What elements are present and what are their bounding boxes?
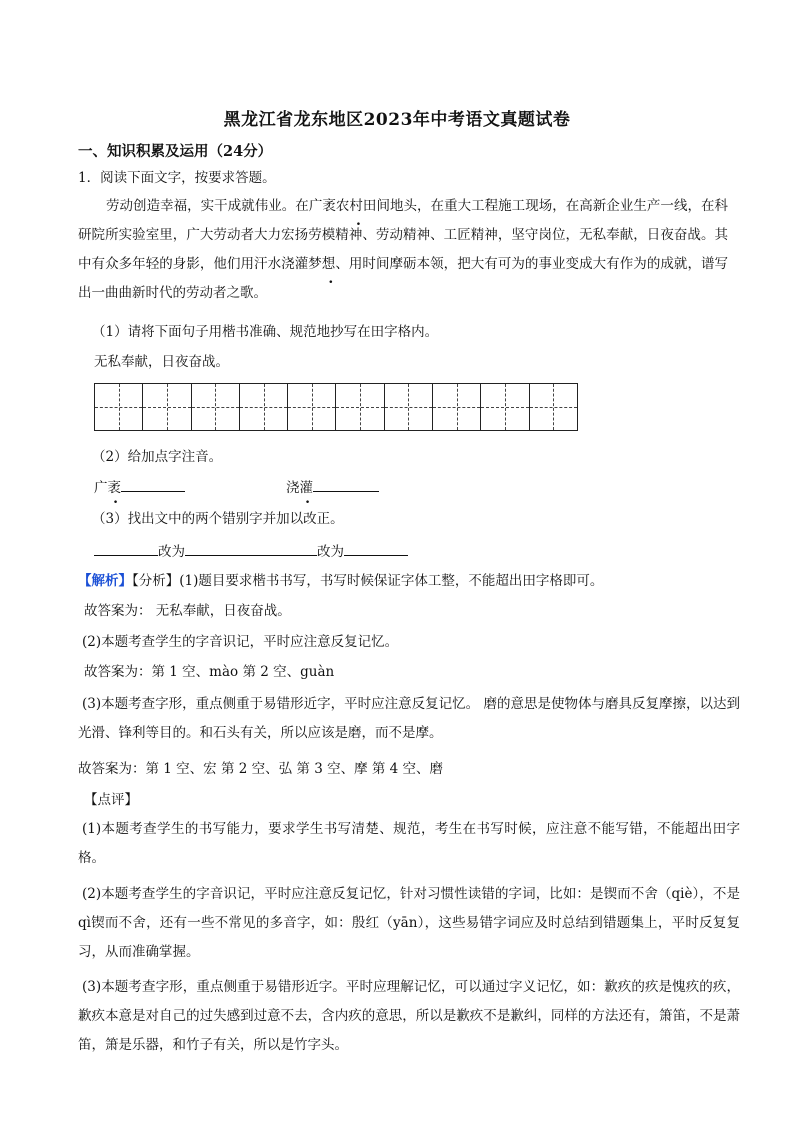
passage-text: 农村田间地头，在重大工程施工现场，在高新企业生产一线，	[335, 198, 701, 214]
grid-cell[interactable]	[95, 384, 143, 430]
copy-sentence: 无私奉献，日夜奋战。	[94, 354, 229, 370]
document-title: 黑龙江省龙东地区2023年中考语文真题试卷	[223, 110, 571, 130]
passage-text: 在科研院所实验室里，广大劳动者大力宏扬劳模精神、劳动精神、工匠精神，坚守岗位，无私奉献，日夜	[78, 198, 729, 243]
analysis-2: (2)本题考查学生的字音识记，平时应注意反复记忆。	[82, 634, 399, 650]
item-text: 浇	[286, 480, 300, 496]
grid-cell[interactable]	[143, 384, 191, 430]
sub-question-3: （3）找出文中的两个错别字并加以改正。	[92, 511, 344, 527]
sub-question-2: （2）给加点字注音。	[92, 449, 223, 465]
answer-blank[interactable]	[94, 540, 158, 556]
analysis-tag: 【解析】	[78, 573, 132, 589]
dotted-char: 灌 .	[295, 256, 309, 272]
passage-text: 劳动创造幸福，实干成就伟业。在广	[106, 198, 323, 214]
passage-text: 的成就，谱写出一曲曲新时代的劳动者之歌。	[78, 256, 729, 301]
dotted-char: 袤 .	[322, 198, 336, 214]
section-heading: 一、知识积累及运用（24分）	[78, 143, 273, 160]
grid-cell[interactable]	[240, 384, 288, 430]
comment-tag: 【点评】	[84, 792, 138, 808]
grid-cell[interactable]	[288, 384, 336, 430]
change-label: 改为	[317, 544, 344, 560]
answer-blank[interactable]	[313, 476, 379, 492]
item-text: 广	[94, 480, 108, 496]
sub-question-1: （1）请将下面句子用楷书准确、规范地抄写在田字格内。	[92, 324, 439, 340]
pinyin-item-1	[94, 476, 185, 498]
dotted-char: 灌	[299, 480, 313, 496]
answer-1: 故答案为： 无私奉献，日夜奋战。	[84, 603, 291, 619]
grid-cell[interactable]	[481, 384, 529, 430]
passage	[78, 192, 728, 308]
passage-text: 奋战。其中有众多年轻的身影，他们用汗水浇	[78, 227, 729, 272]
answer-blank[interactable]	[344, 540, 408, 556]
analysis-3: (3)本题考查字形，重点侧重于易错形近字，平时应注意反复记忆。 磨的意思是使物体与磨具反复摩擦，以达到光滑、锋利等目的。和石头有关，所以应该是磨，而不是摩。	[78, 696, 740, 741]
comment-3: (3)本题考查字形，重点侧重于易错形近字。平时应理解记忆，可以通过字义记忆，如：歉疚的疚是愧疚的疚，歉疚本意是对自己的过失感到过意不去，含内疚的意思，所以是歉疚不是歉纠，同样的方法还有，箫笛，不是萧笛，箫是乐器，和竹子有关，所以是竹字头。	[78, 979, 740, 1053]
dotted-char: 袤	[107, 480, 121, 496]
answer-3: 故答案为：第 1 空、宏 第 2 空、弘 第 3 空、摩 第 4 空、磨	[78, 761, 444, 777]
analysis-heading	[78, 571, 603, 591]
answer-blank[interactable]	[121, 476, 185, 492]
change-label: 改为	[158, 544, 185, 560]
grid-cell[interactable]	[336, 384, 384, 430]
answer-blank[interactable]	[185, 540, 317, 556]
grid-cell[interactable]	[192, 384, 240, 430]
correction-row	[94, 540, 408, 562]
answer-2: 故答案为：第 1 空、mào 第 2 空、guàn	[84, 664, 335, 680]
grid-cell[interactable]	[385, 384, 433, 430]
comment-2: (2)本题考查学生的字音识记，平时应注意反复记忆，针对习惯性读错的字词，比如：是锲而不舍（qiè），不是 qì锲而不舍，还有一些不常见的多音字，如：殷红（yān），这些易错字词应及时总结到错题集上，平时反复复习，从而准确掌握。	[78, 886, 740, 960]
comment-1: (1)本题考查学生的书写能力，要求学生书写清楚、规范，考生在书写时候，应注意不能写错，不能超出田字格。	[78, 821, 740, 866]
pinyin-item-2	[286, 476, 379, 498]
tianzige-grid[interactable]	[94, 383, 578, 431]
grid-cell[interactable]	[530, 384, 577, 430]
passage-text: 梦想、用时间摩砺本领，把大有可为的事业变成大有作为	[308, 256, 647, 272]
grid-cell[interactable]	[433, 384, 481, 430]
analysis-text: 【分析】(1)题目要求楷书书写，书写时候保证字体工整，不能超出田字格即可。	[132, 573, 604, 589]
question-1-prompt: 1．阅读下面文字，按要求答题。	[78, 170, 276, 186]
